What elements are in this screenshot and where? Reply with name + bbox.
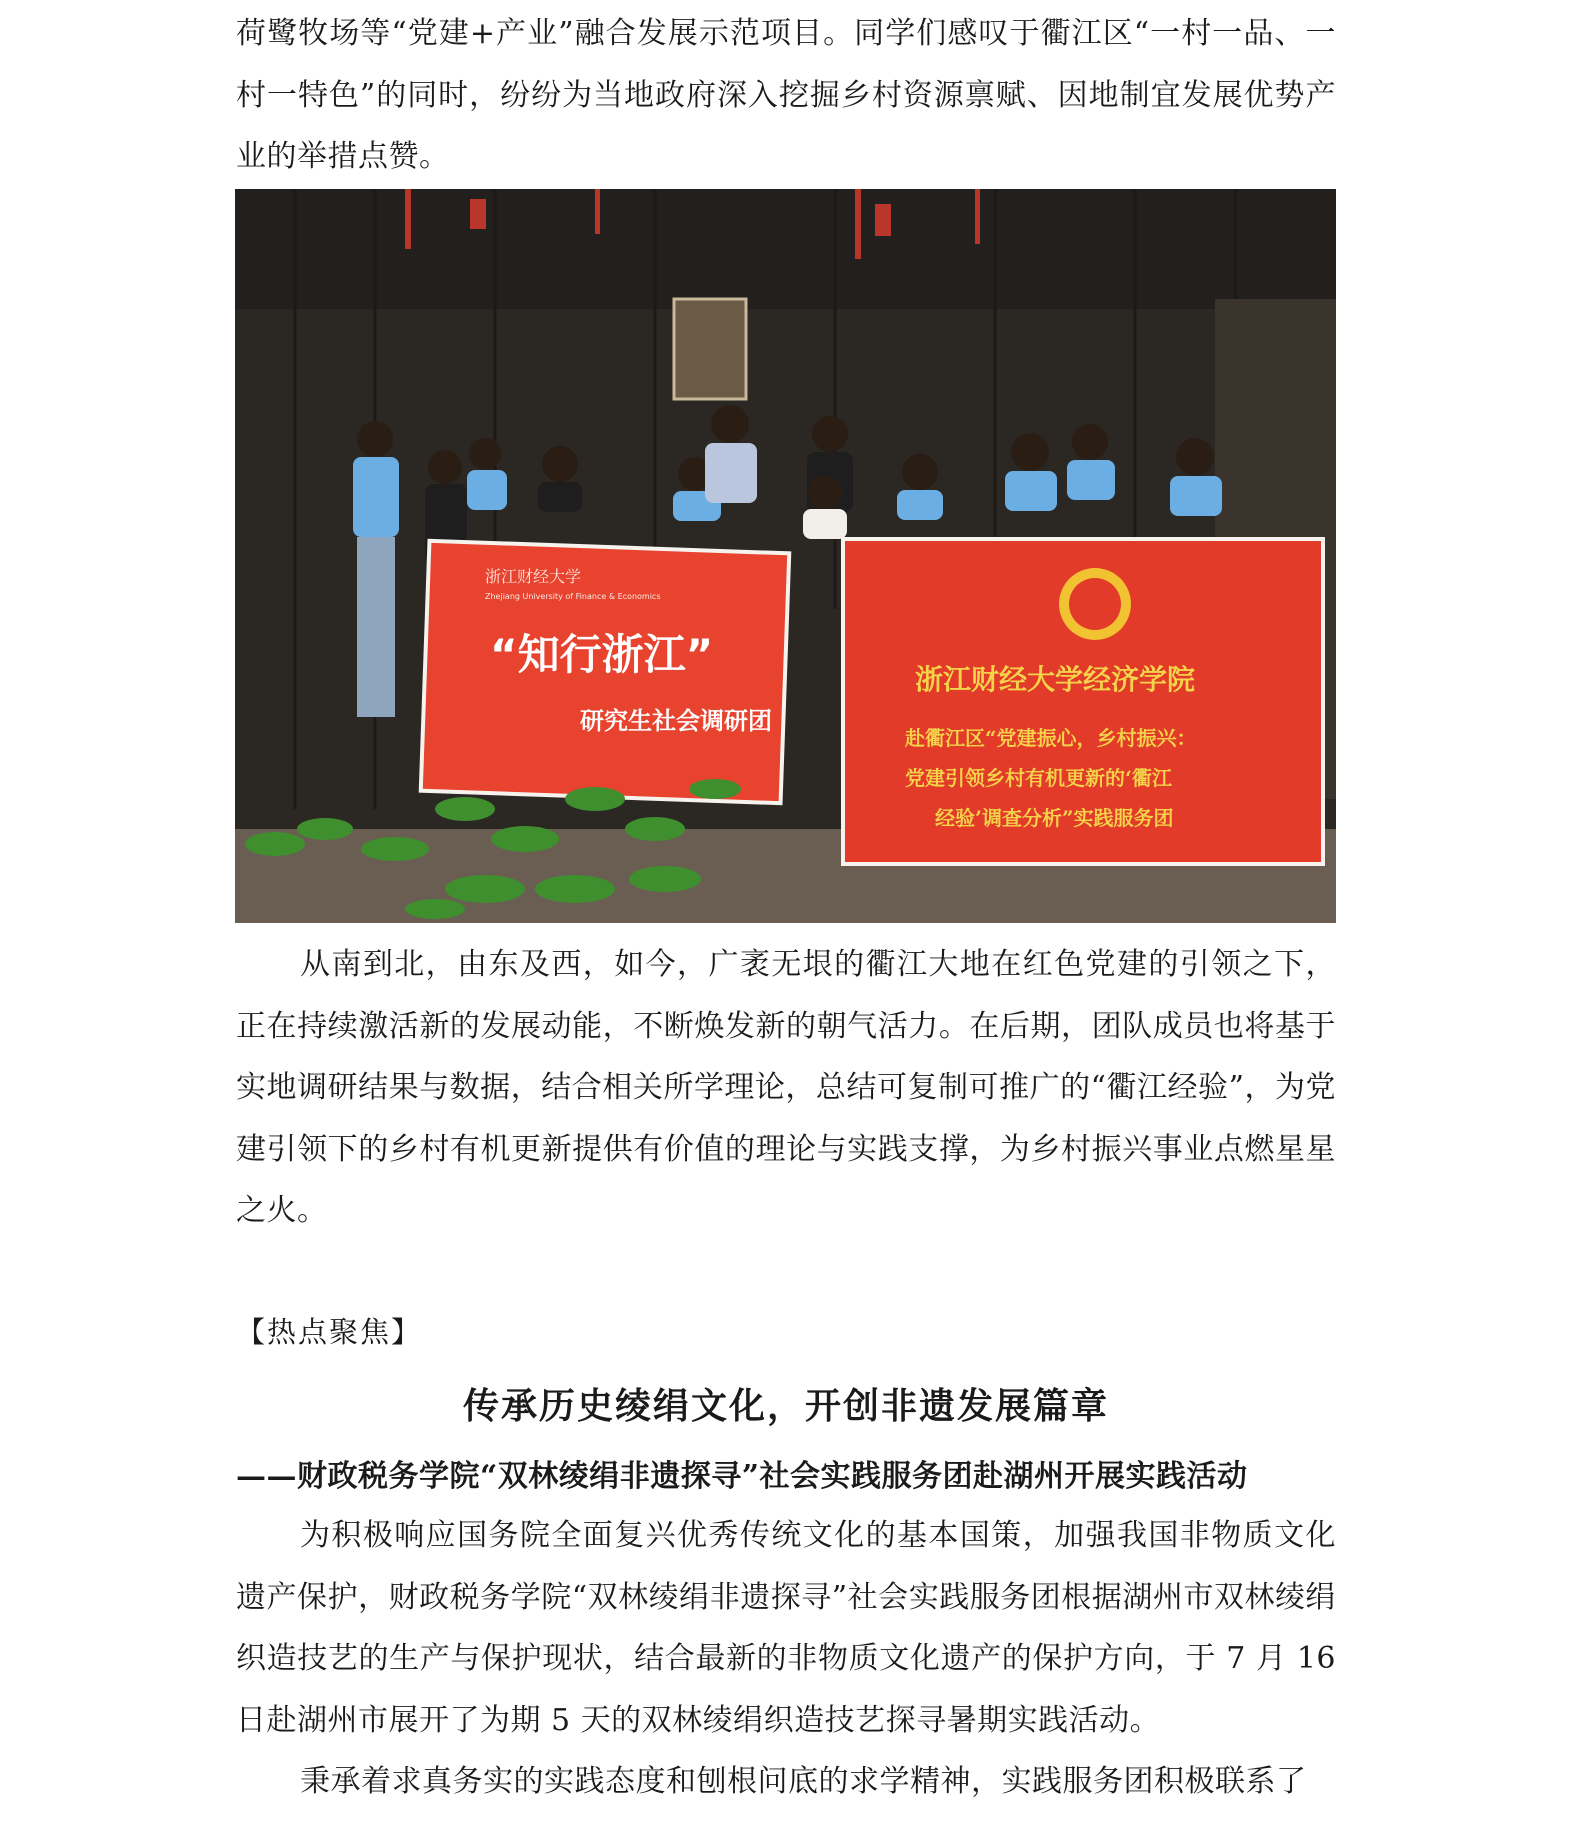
group-photo bbox=[235, 189, 1336, 923]
group-photo-illustration bbox=[235, 189, 1336, 923]
intro-section bbox=[236, 3, 1336, 188]
left-banner-university-en: Zhejiang University of Finance & Economics bbox=[485, 592, 661, 601]
article-title: 传承历史绫绢文化，开创非遗发展篇章 bbox=[462, 1385, 1109, 1427]
left-banner-university: 浙江财经大学 bbox=[485, 567, 582, 586]
article-body bbox=[236, 1505, 1336, 1813]
article-paragraph-1: 为积极响应国务院全面复兴优秀传统文化的基本国策，加强我国非物质文化遗产保护，财政税务学院“双林绫绢非遗探寻”社会实践服务团根据湖州市双林绫绢织造技艺的生产与保护现状，结合最新的非物质文化遗产的保护方向，于 7 月 16 日赴湖州市展开了为期 5 天的双林绫绢织造技艺探寻暑期实践活动。 bbox=[236, 1518, 1336, 1738]
section-tag: 【热点聚焦】 bbox=[236, 1315, 423, 1349]
left-banner-slogan: “知行浙江” bbox=[490, 630, 714, 679]
article-subtitle: ——财政税务学院“双林绫绢非遗探寻”社会实践服务团赴湖州开展实践活动 bbox=[236, 1459, 1248, 1494]
closing-paragraph: 从南到北，由东及西，如今，广袤无垠的衢江大地在红色党建的引领之下，正在持续激活新的发展动能，不断焕发新的朝气活力。在后期，团队成员也将基于实地调研结果与数据，结合相关所学理论，总结可复制可推广的“衢江经验”，为党建引领下的乡村有机更新提供有价值的理论与实践支撑，为乡村振兴事业点燃星星之火。 bbox=[236, 947, 1336, 1228]
right-banner-line2: 党建引领乡村有机更新的‘衢江 bbox=[905, 766, 1172, 790]
right-banner-school: 浙江财经大学经济学院 bbox=[915, 663, 1196, 696]
closing-section bbox=[236, 934, 1336, 1242]
article-paragraph-2: 秉承着求真务实的实践态度和刨根问底的求学精神，实践服务团积极联系了 bbox=[300, 1764, 1307, 1799]
left-banner-team: 研究生社会调研团 bbox=[580, 707, 772, 735]
right-banner-line1: 赴衢江区“党建振心，乡村振兴： bbox=[905, 726, 1197, 750]
right-banner-line3: 经验’调查分析”实践服务团 bbox=[935, 806, 1174, 830]
intro-paragraph: 荷鹭牧场等“党建+产业”融合发展示范项目。同学们感叹于衢江区“一村一品、一村一特色”的同时，纷纷为当地政府深入挖掘乡村资源禀赋、因地制宜发展优势产业的举措点赞。 bbox=[236, 16, 1336, 174]
